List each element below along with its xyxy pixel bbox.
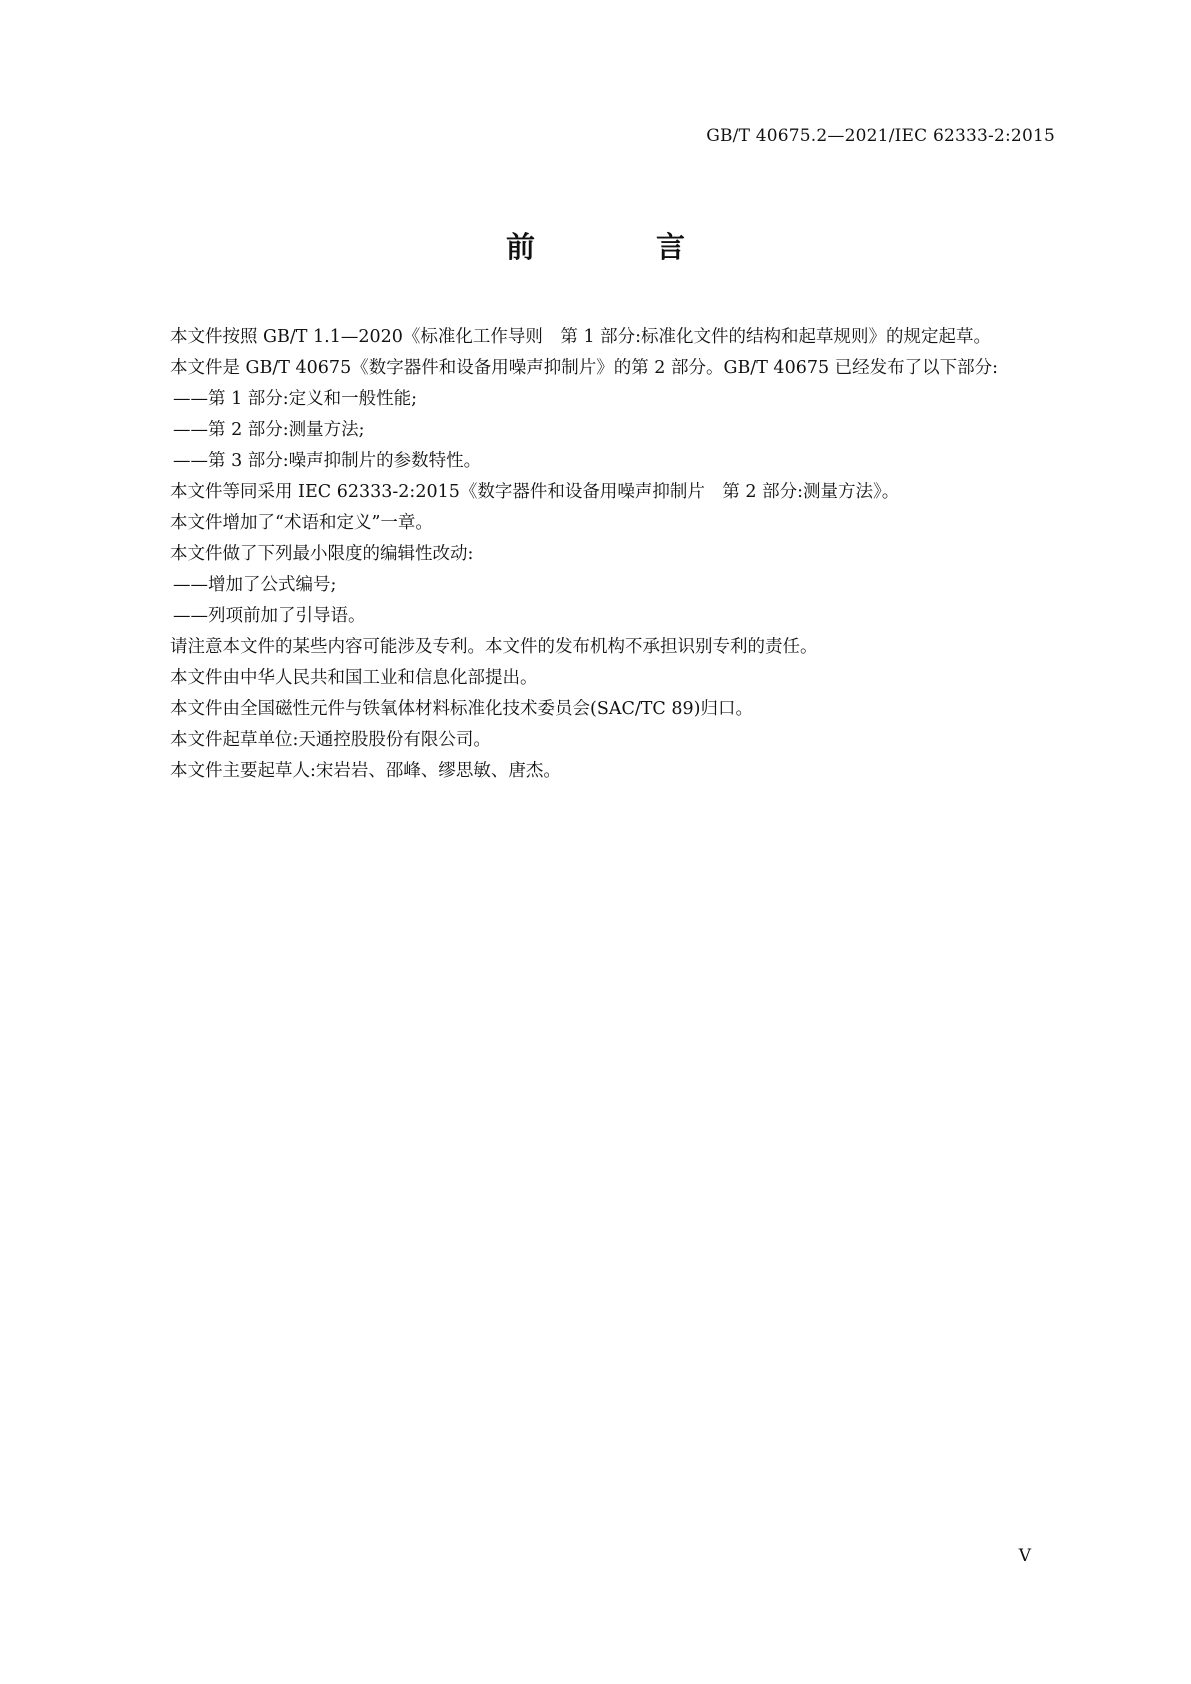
list-item: ——第 1 部分:定义和一般性能;: [173, 389, 418, 409]
paragraph-editorial-changes: 本文件做了下列最小限度的编辑性改动:: [170, 544, 474, 564]
foreword-body: [135, 322, 1055, 787]
list-item: ——增加了公式编号;: [173, 575, 337, 595]
paragraph-added-chapter: 本文件增加了“术语和定义”一章。: [170, 513, 433, 533]
paragraph-adoption: 本文件等同采用 IEC 62333-2:2015《数字器件和设备用噪声抑制片 第 2 部分:测量方法》。: [170, 482, 900, 502]
standard-number: GB/T 40675.2—2021/IEC 62333-2:2015: [706, 126, 1055, 146]
page-title: 前 言: [505, 230, 731, 264]
paragraph-patent-notice: 请注意本文件的某些内容可能涉及专利。本文件的发布机构不承担识别专利的责任。: [170, 637, 818, 657]
paragraph-drafting-unit: 本文件起草单位:天通控股股份有限公司。: [170, 730, 491, 750]
paragraph-series-parts: 本文件是 GB/T 40675《数字器件和设备用噪声抑制片》的第 2 部分。GB/T 40675 已经发布了以下部分:: [170, 358, 999, 378]
list-item: ——第 2 部分:测量方法;: [173, 420, 365, 440]
standard-number-header: [706, 126, 1055, 146]
paragraph-drafting-rules: 本文件按照 GB/T 1.1—2020《标准化工作导则 第 1 部分:标准化文件的结构和起草规则》的规定起草。: [170, 327, 992, 347]
page-number: V: [1018, 1546, 1031, 1566]
paragraph-proposed-by: 本文件由中华人民共和国工业和信息化部提出。: [170, 668, 538, 688]
list-item: ——第 3 部分:噪声抑制片的参数特性。: [173, 451, 482, 471]
list-item: ——列项前加了引导语。: [173, 606, 366, 626]
paragraph-drafters: 本文件主要起草人:宋岩岩、邵峰、缪思敏、唐杰。: [170, 761, 561, 781]
paragraph-technical-committee: 本文件由全国磁性元件与铁氧体材料标准化技术委员会(SAC/TC 89)归口。: [170, 699, 753, 719]
